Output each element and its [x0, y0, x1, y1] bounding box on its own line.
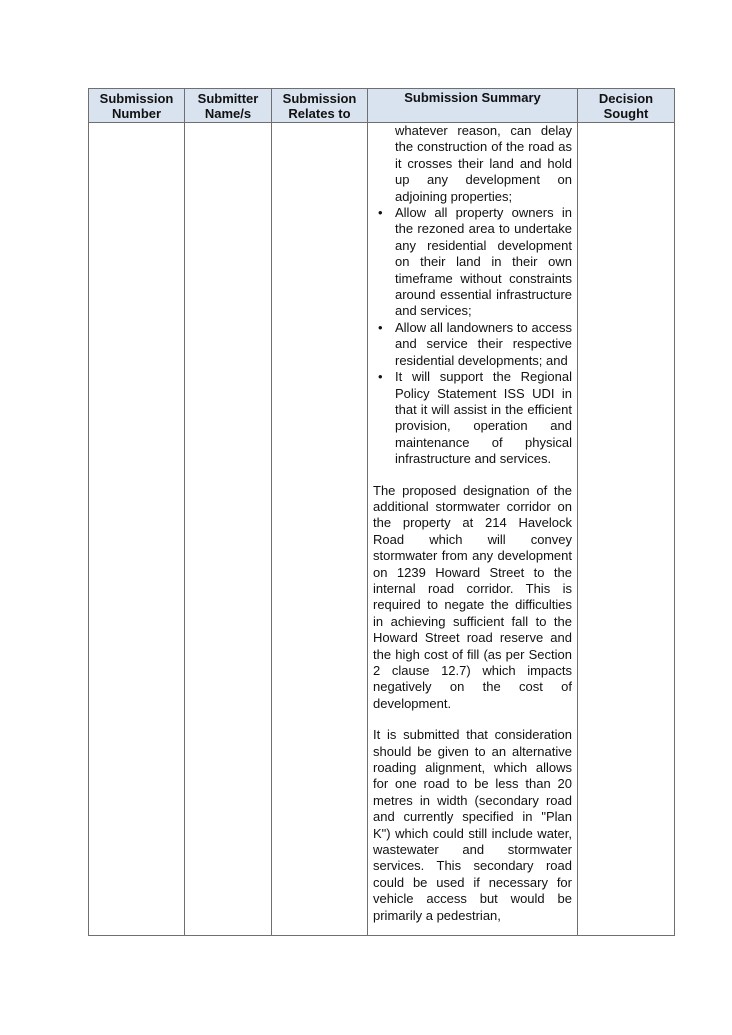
- summary-paragraph-stormwater: The proposed designation of the additional stormwater corridor on the property at 214 Havelock Road which will convey stormwater from any development on 1239 Howard Street to the internal road corridor. This is required to negate the difficulties in achieving sufficient fall to the Howard Street road reserve and the high cost of fill (as per Section 2 clause 12.7) which impacts negatively on the cost of development.: [373, 482, 572, 711]
- cell-relates-to: [272, 123, 368, 936]
- bullet-icon: •: [378, 205, 383, 221]
- list-item: • Allow all property owners in the rezoned area to undertake any residential development on their land in their own timeframe without constraints around essential infrastructure and services;: [378, 205, 572, 319]
- bullet-icon: •: [378, 319, 383, 335]
- cell-decision-sought: [578, 123, 675, 936]
- header-submission-relates-to: Submission Relates to: [272, 89, 368, 123]
- submissions-table: [88, 88, 675, 936]
- summary-text: [368, 123, 577, 924]
- list-item: • It will support the Regional Policy Statement ISS UDI in that it will assist in the efficient provision, operation and maintenance of physical infrastructure and services.: [378, 369, 572, 467]
- list-item: • Allow all landowners to access and service their respective residential developments; and: [378, 319, 572, 368]
- cell-submission-number: [89, 123, 185, 936]
- bullet-icon: •: [378, 369, 383, 385]
- cell-submission-summary: [368, 123, 578, 936]
- header-submission-number: Submission Number: [89, 89, 185, 123]
- summary-bullet-list: [373, 205, 572, 468]
- summary-continuation: whatever reason, can delay the construction of the road as it crosses their land and hold up any development on adjoining properties;: [395, 123, 572, 204]
- cell-submitter-names: [185, 123, 272, 936]
- table-row: [89, 123, 675, 936]
- table-header-row: [89, 89, 675, 123]
- header-submitter-names: Submitter Name/s: [185, 89, 272, 123]
- header-submission-summary: Submission Summary: [368, 89, 578, 123]
- header-decision-sought: Decision Sought: [578, 89, 675, 123]
- summary-paragraph-roading: It is submitted that consideration should be given to an alternative roading alignment, which allows for one road to be less than 20 metres in width (secondary road and currently specified in "Plan K") which could still include water, wastewater and stormwater services. This secondary road could be used if necessary for vehicle access but would be primarily a pedestrian,: [373, 727, 572, 923]
